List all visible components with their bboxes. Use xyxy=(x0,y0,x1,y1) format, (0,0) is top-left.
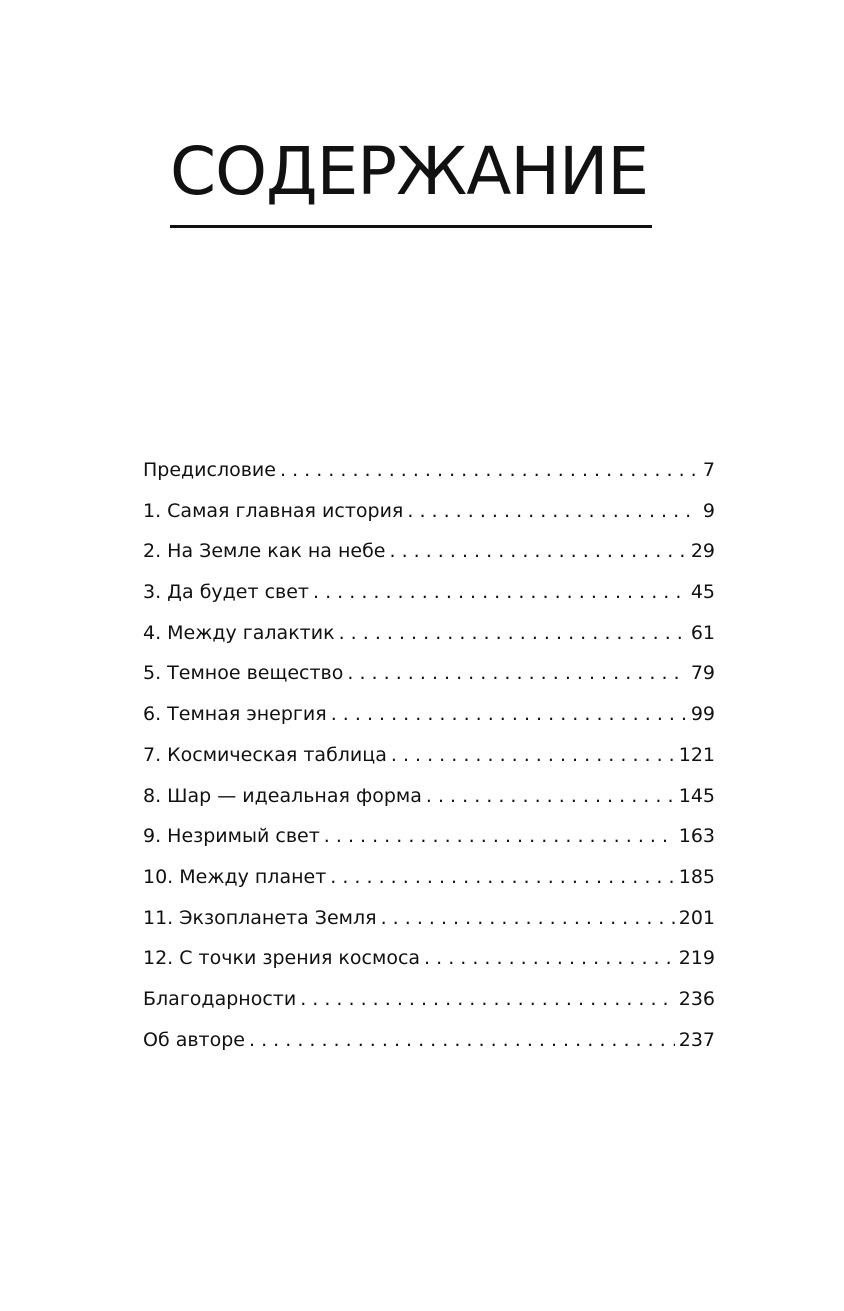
toc-entry-page: 9 xyxy=(702,499,715,522)
toc-entry xyxy=(143,938,715,979)
toc-entry xyxy=(143,979,715,1020)
toc-entry-label: 4. Между галактик xyxy=(143,621,335,644)
toc-entry-page: 7 xyxy=(702,459,715,481)
toc-entry-page: 237 xyxy=(678,1028,715,1051)
toc-entry-label: 11. Экзопланета Земля xyxy=(143,906,377,929)
toc-entry xyxy=(143,816,715,857)
toc-entry-page: 121 xyxy=(678,743,715,766)
toc-entry xyxy=(143,613,715,654)
toc-entry-label: 1. Самая главная история xyxy=(143,499,404,522)
toc-leader-dots xyxy=(347,653,686,693)
toc-entry-page: 201 xyxy=(678,906,715,929)
toc-entry-label: Благодарности xyxy=(143,987,297,1010)
toc-leader-dots xyxy=(300,979,675,1019)
toc-entry-page: 79 xyxy=(690,662,715,685)
toc-leader-dots xyxy=(324,816,675,856)
toc-leader-dots xyxy=(389,531,686,571)
toc-leader-dots xyxy=(391,735,675,775)
toc-entry xyxy=(143,857,715,898)
toc-entry xyxy=(143,898,715,939)
toc-entry-page: 99 xyxy=(690,703,715,726)
toc-entry-page: 145 xyxy=(678,784,715,807)
toc-entry xyxy=(143,572,715,613)
toc-leader-dots xyxy=(280,450,699,490)
toc-entry-label: 12. С точки зрения космоса xyxy=(143,947,421,970)
toc-entry xyxy=(143,491,715,532)
toc-entry-page: 185 xyxy=(678,865,715,888)
toc-leader-dots xyxy=(407,491,699,531)
toc-entry-label: 6. Темная энергия xyxy=(143,703,327,726)
toc-entry xyxy=(143,531,715,572)
toc-leader-dots xyxy=(330,857,674,897)
toc-entry-label: 10. Между планет xyxy=(143,865,327,888)
toc-entry xyxy=(143,653,715,694)
toc-entry-label: 3. Да будет свет xyxy=(143,581,309,604)
toc-entry-page: 236 xyxy=(678,987,715,1010)
toc-entry-label: 2. На Земле как на небе xyxy=(143,540,386,563)
toc-leader-dots xyxy=(424,938,675,978)
toc-entry-page: 29 xyxy=(690,540,715,563)
toc-leader-dots xyxy=(249,1020,675,1060)
toc-entry xyxy=(143,735,715,776)
toc-entry-page: 219 xyxy=(678,947,715,970)
toc-entry-page: 163 xyxy=(678,825,715,848)
toc-entry-label: 5. Темное вещество xyxy=(143,662,344,685)
toc-entry xyxy=(143,776,715,817)
toc-entry-page: 61 xyxy=(690,621,715,644)
title-underline xyxy=(170,225,652,228)
toc-entry xyxy=(143,694,715,735)
toc-entry-label: 7. Космическая таблица xyxy=(143,743,387,766)
toc-leader-dots xyxy=(313,572,687,612)
toc-leader-dots xyxy=(331,694,687,734)
toc-leader-dots xyxy=(381,898,675,938)
table-of-contents xyxy=(143,450,715,1060)
toc-entry xyxy=(143,1020,715,1061)
toc-entry xyxy=(143,450,715,491)
toc-entry-label: 9. Незримый свет xyxy=(143,825,320,848)
toc-leader-dots xyxy=(426,776,675,816)
toc-entry-label: Предисловие xyxy=(143,459,276,481)
toc-entry-label: 8. Шар — идеальная форма xyxy=(143,784,422,807)
page-title: СОДЕРЖАНИЕ xyxy=(170,133,649,210)
toc-leader-dots xyxy=(339,613,687,653)
toc-entry-page: 45 xyxy=(690,581,715,604)
toc-entry-label: Об авторе xyxy=(143,1028,245,1051)
